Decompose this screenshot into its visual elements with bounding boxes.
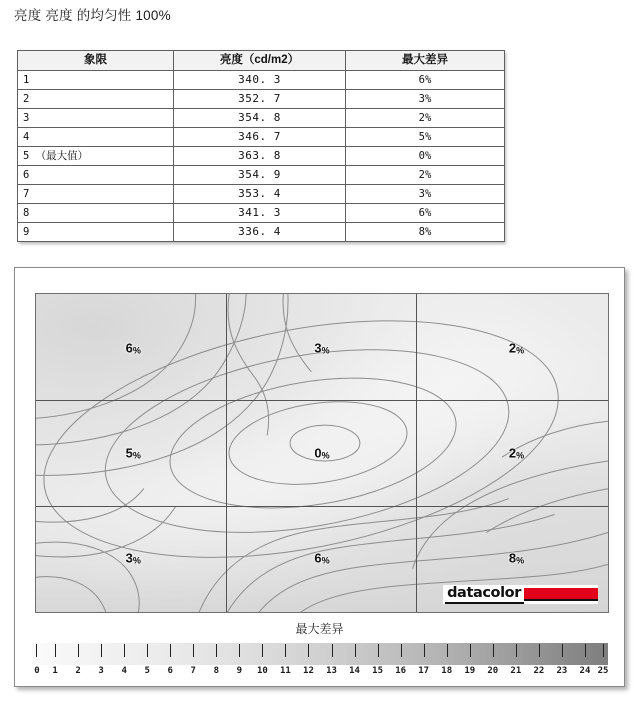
scale-tick-label: 10: [256, 666, 268, 676]
cell-quadrant: 9: [18, 223, 174, 242]
scale-tick-label: 16: [395, 666, 407, 676]
scale-tick-label: 7: [190, 666, 196, 676]
scale-tick: [585, 644, 586, 657]
color-scale-ticks: [32, 643, 608, 665]
scale-tick-label: 24: [579, 666, 591, 676]
scale-tick: [355, 644, 356, 657]
quadrant-deviation-label: [126, 446, 141, 461]
scale-tick: [216, 644, 217, 657]
uniformity-table: [17, 50, 505, 242]
scale-tick: [193, 644, 194, 657]
color-scale-legend: [32, 643, 608, 681]
quadrant-value: 5: [125, 445, 133, 461]
quadrant-value: 2: [508, 445, 517, 461]
uniformity-chart-panel: [14, 267, 625, 687]
scale-tick: [516, 644, 517, 657]
quadrant-value: 6: [314, 550, 322, 566]
quadrant-deviation-label: [509, 446, 524, 461]
scale-tick: [262, 644, 263, 657]
scale-tick: [562, 644, 563, 657]
cell-deviation: 0%: [346, 147, 505, 166]
scale-tick: [170, 644, 171, 657]
scale-tick-label: 14: [349, 666, 360, 676]
table-row: [18, 109, 505, 128]
scale-tick-label: 6: [167, 666, 173, 676]
scale-tick-label: 2: [75, 666, 81, 676]
scale-tick: [493, 644, 494, 657]
percent-sign: %: [321, 555, 330, 566]
percent-sign: %: [516, 555, 525, 566]
scale-tick: [401, 644, 402, 657]
percent-sign: %: [132, 450, 141, 461]
scale-tick-label: 18: [441, 666, 453, 676]
quadrant-deviation-label: [314, 550, 329, 565]
percent-sign: %: [516, 450, 525, 461]
cell-quadrant: 4: [18, 128, 174, 147]
scale-tick: [470, 644, 471, 657]
percent-sign: %: [132, 555, 141, 566]
percent-sign: %: [132, 345, 141, 356]
percent-sign: %: [321, 345, 330, 356]
cell-deviation: 8%: [346, 223, 505, 242]
table-header-row: [18, 51, 505, 71]
cell-luminance: 363. 8: [174, 147, 346, 166]
cell-quadrant: 3: [18, 109, 174, 128]
scale-tick-label: 12: [303, 666, 314, 676]
scale-tick: [603, 644, 604, 657]
page-title: 亮度 亮度 的均匀性 100%: [14, 8, 171, 23]
table-row: [18, 204, 505, 223]
quadrant-value: 3: [314, 340, 322, 356]
column-header-quadrant: 象限: [18, 51, 174, 71]
quadrant-deviation-label: [314, 446, 329, 461]
scale-tick-label: 9: [236, 666, 243, 676]
cell-luminance: 352. 7: [174, 90, 346, 109]
cell-deviation: 6%: [346, 71, 505, 90]
cell-luminance: 336. 4: [174, 223, 346, 242]
table-row: [18, 166, 505, 185]
scale-tick: [78, 644, 79, 657]
scale-tick: [239, 644, 240, 657]
datacolor-red-bar: [524, 588, 598, 601]
scale-tick: [424, 644, 425, 657]
scale-tick-label: 1: [52, 666, 58, 676]
color-scale-tick-labels: [32, 666, 608, 680]
cell-quadrant: 1: [18, 71, 174, 90]
scale-tick-label: 19: [464, 666, 476, 676]
percent-sign: %: [516, 345, 525, 356]
table-row: [18, 128, 505, 147]
scale-tick: [124, 644, 125, 657]
cell-luminance: 346. 7: [174, 128, 346, 147]
cell-quadrant: 5 （最大值）: [18, 147, 174, 166]
cell-deviation: 5%: [346, 128, 505, 147]
datacolor-wordmark: datacolor: [445, 586, 524, 604]
cell-quadrant: 7: [18, 185, 174, 204]
cell-luminance: 340. 3: [174, 71, 346, 90]
scale-tick-label: 13: [326, 666, 337, 676]
cell-deviation: 2%: [346, 166, 505, 185]
quadrant-deviation-label: [314, 341, 329, 356]
scale-tick-label: 15: [372, 666, 384, 676]
table-row: [18, 90, 505, 109]
cell-luminance: 354. 8: [174, 109, 346, 128]
column-header-luminance: 亮度（cd/m2）: [174, 51, 346, 71]
scale-tick: [308, 644, 309, 657]
cell-luminance: 341. 3: [174, 204, 346, 223]
cell-luminance: 354. 9: [174, 166, 346, 185]
datacolor-logo: [443, 585, 598, 604]
scale-tick-label: 11: [280, 666, 291, 676]
quadrant-deviation-label: [509, 341, 524, 356]
quadrant-value: 3: [125, 550, 133, 566]
table-row: [18, 185, 505, 204]
quadrant-deviation-label: [126, 341, 141, 356]
scale-tick-label: 23: [556, 666, 568, 676]
cell-deviation: 3%: [346, 185, 505, 204]
scale-tick-label: 0: [34, 666, 40, 676]
scale-tick: [378, 644, 379, 657]
quadrant-deviation-label: [126, 550, 141, 565]
table-row: [18, 147, 505, 166]
chart-axis-caption: 最大差异: [295, 622, 344, 636]
cell-deviation: 6%: [346, 204, 505, 223]
cell-deviation: 3%: [346, 90, 505, 109]
uniformity-table-container: [17, 50, 504, 242]
quadrant-value: 0: [314, 445, 322, 461]
scale-tick-label: 25: [597, 666, 609, 676]
scale-tick: [147, 644, 148, 657]
column-header-deviation: 最大差异: [346, 51, 505, 71]
percent-sign: %: [321, 450, 330, 461]
table-body: [18, 71, 505, 242]
cell-quadrant: 2: [18, 90, 174, 109]
scale-tick: [332, 644, 333, 657]
scale-tick: [285, 644, 286, 657]
scale-tick-label: 5: [144, 666, 150, 676]
scale-tick-label: 21: [510, 666, 522, 676]
quadrant-value: 2: [508, 340, 517, 356]
scale-tick-label: 4: [121, 666, 127, 676]
scale-tick-label: 17: [418, 666, 430, 676]
scale-tick-label: 8: [213, 666, 220, 676]
scale-tick: [55, 644, 56, 657]
table-row: [18, 223, 505, 242]
quadrant-value: 6: [125, 340, 133, 356]
scale-tick: [36, 644, 37, 657]
quadrant-value: 8: [508, 550, 517, 566]
scale-tick-label: 22: [533, 666, 545, 676]
cell-quadrant: 6: [18, 166, 174, 185]
cell-luminance: 353. 4: [174, 185, 346, 204]
scale-tick-label: 3: [98, 666, 104, 676]
cell-quadrant: 8: [18, 204, 174, 223]
scale-tick-label: 20: [487, 666, 499, 676]
table-row: [18, 71, 505, 90]
scale-tick: [447, 644, 448, 657]
quadrant-deviation-label: [509, 550, 524, 565]
contour-plot-area: [35, 293, 609, 613]
cell-deviation: 2%: [346, 109, 505, 128]
scale-tick: [539, 644, 540, 657]
scale-tick: [101, 644, 102, 657]
